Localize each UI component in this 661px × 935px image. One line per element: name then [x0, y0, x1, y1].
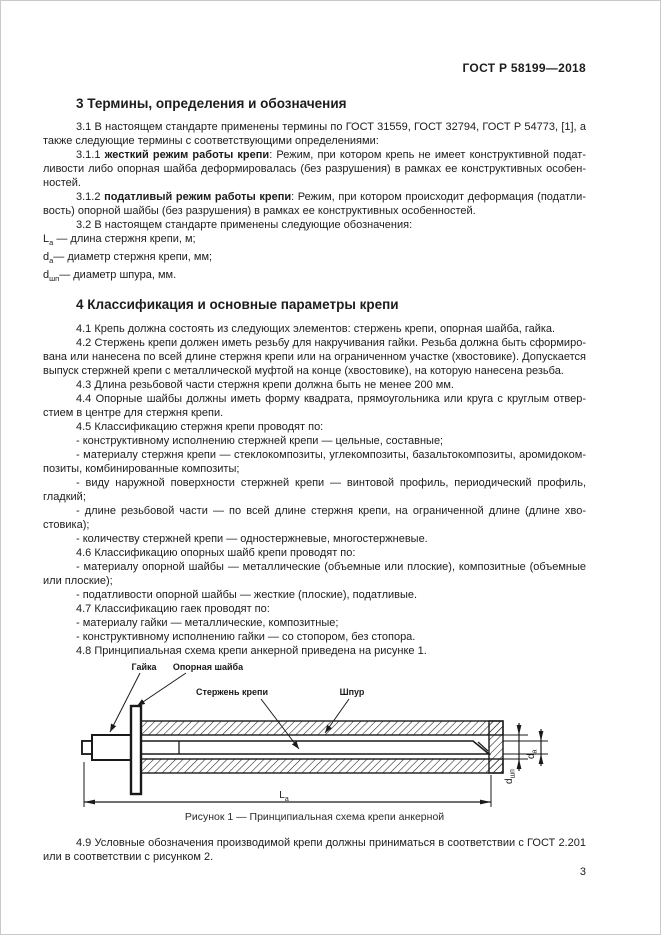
- paragraph-4-5: 4.5 Классификацию стержня крепи проводят по:: [76, 420, 324, 433]
- rock-upper-band: [141, 721, 503, 735]
- arrowhead: [539, 731, 544, 741]
- figure-caption: Рисунок 1 — Принципиальная схема крепи анкерной: [184, 810, 445, 823]
- symbol-main: d: [43, 251, 50, 264]
- rod-body: [82, 741, 489, 754]
- paragraph-4-1: 4.1 Крепь должна состоять из следующих элементов: стержень крепи, опорная шайба, гайка.: [76, 322, 556, 335]
- nut-label: Гайка: [131, 661, 157, 672]
- list-item: - длине резьбовой части — по всей длине стержня крепи, на ограниченной длине (длине хвостовика);: [43, 504, 586, 531]
- symbol-main: d: [43, 269, 50, 282]
- list-item: - податливости опорной шайбы — жесткие (плоские), податливые.: [76, 588, 418, 601]
- symbol-sub: а: [49, 256, 54, 266]
- rod-diameter-label: $d_а$: [526, 749, 539, 759]
- length-dim-label: $L_а$: [279, 789, 289, 803]
- list-item: - конструктивному исполнению гайки — со стопором, без стопора.: [76, 630, 416, 643]
- anchor-rod: [82, 741, 489, 754]
- borehole-label: Шпур: [339, 686, 365, 697]
- symbol-main: L: [43, 233, 50, 245]
- symbol-line-da: [43, 250, 586, 268]
- arrowhead: [539, 754, 544, 764]
- paragraph-4-4: 4.4 Опорные шайбы должны иметь форму квадрата, прямоугольника или круга с круглым отверстием в центре для стержня крепи.: [43, 392, 586, 419]
- symbol-sub: а: [49, 238, 54, 248]
- list-item: - количеству стержней крепи — одностержневые, многостержневые.: [76, 532, 428, 545]
- rod-label: Стержень крепи: [195, 686, 269, 697]
- paragraph-4-9: 4.9 Условные обозначения производимой крепи должны приниматься в соответствии с ГОСТ 2.201 или в соответствии с рисунком 2.: [43, 836, 586, 863]
- symbol-line-La: [43, 232, 586, 250]
- section-4-heading: 4 Классификация и основные параметры крепи: [76, 296, 399, 312]
- paragraph-4-2: 4.2 Стержень крепи должен иметь резьбу для накручивания гайки. Резьба должна быть сформирована или нанесена по всей длине стержня крепи или на ограниченном участке (хвостовике). Допускается выпуск стержней крепи с металлической муфтой на конце (хвостовике), на которую нанесена резьба.: [43, 336, 586, 377]
- definition-text: : Режим, при котором крепь не имеет конструктивной податливости либо опорная шайба деформировалась (без разрушения) в рамках ее конструктивных особенностей.: [43, 149, 586, 189]
- symbol-definition: — диаметр шпура, мм.: [59, 269, 177, 282]
- paragraph-4-6: 4.6 Классификацию опорных шайб крепи проводят по:: [76, 546, 356, 559]
- symbol-sub: шп: [49, 274, 60, 284]
- text-column: [43, 61, 586, 879]
- paragraph-3-2: 3.2 В настоящем стандарте применены следующие обозначения:: [76, 219, 413, 231]
- list-item: - материалу опорной шайбы — металлические (объемные или плоские), композитные (объемные или плоские);: [43, 560, 586, 587]
- symbol-definition: — длина стержня крепи, м;: [53, 233, 196, 245]
- list-item: - виду наружной поверхности стержней крепи — винтовой профиль, периодический профиль, гладкий;: [43, 476, 586, 503]
- page-number: 3: [579, 865, 586, 878]
- washer-label: Опорная шайба: [172, 661, 244, 672]
- hole-diameter-label: $d_{шп}$: [504, 768, 517, 784]
- paragraph-3-1-1: [43, 148, 586, 190]
- symbol-line-dshp: [43, 268, 586, 286]
- callouts: [110, 662, 365, 749]
- washer-plate: [131, 706, 141, 794]
- doc-code: ГОСТ Р 58199—2018: [462, 61, 586, 75]
- arrowhead: [480, 799, 491, 804]
- section-3-heading: 3 Термины, определения и обозначения: [76, 96, 347, 111]
- arrowhead: [84, 799, 95, 804]
- definition-text: : Режим, при котором происходит деформация (податливость) опорной шайбы (без разрушения) в рамках ее конструктивных особенностей.: [43, 191, 587, 217]
- figure-1-anchor-scheme: [43, 658, 586, 824]
- term-bold: податливый режим работы крепи: [104, 191, 292, 203]
- paragraph-4-8: 4.8 Принципиальная схема крепи анкерной приведена на рисунке 1.: [76, 644, 427, 657]
- list-item: - конструктивному исполнению стержней крепи — цельные, составные;: [76, 434, 444, 447]
- rod-end: [82, 741, 92, 754]
- arrowhead: [517, 725, 522, 735]
- borehole-end-wall: [489, 721, 503, 773]
- rock-lower-band: [141, 759, 503, 773]
- clause-number: 3.1.2: [76, 191, 105, 203]
- paragraph-4-3: 4.3 Длина резьбовой части стержня крепи должна быть не менее 200 мм.: [76, 378, 454, 391]
- washer-leader: [137, 673, 186, 706]
- paragraph-3-1-2: [43, 190, 586, 218]
- symbol-definition: — диаметр стержня крепи, мм;: [53, 251, 213, 264]
- term-bold: жесткий режим работы крепи: [104, 149, 270, 161]
- nut-shape: [92, 735, 131, 760]
- paragraph-3-1: 3.1 В настоящем стандарте применены термины по ГОСТ 31559, ГОСТ 32794, ГОСТ Р 54773, [1], а также следующие термины с соответствующими определениями:: [43, 121, 586, 147]
- paragraph-4-7: 4.7 Классификацию гаек проводят по:: [76, 602, 270, 615]
- arrowhead: [517, 759, 522, 769]
- list-item: - материалу гайки — металлические, композитные;: [76, 616, 339, 629]
- clause-number: 3.1.1: [76, 149, 105, 161]
- list-item: - материалу стержня крепи — стеклокомпозиты, углекомпозиты, базальтокомпозиты, аромидокомпозиты, комбинированные композиты;: [43, 448, 586, 475]
- anchor-bolt-diagram: [56, 658, 604, 808]
